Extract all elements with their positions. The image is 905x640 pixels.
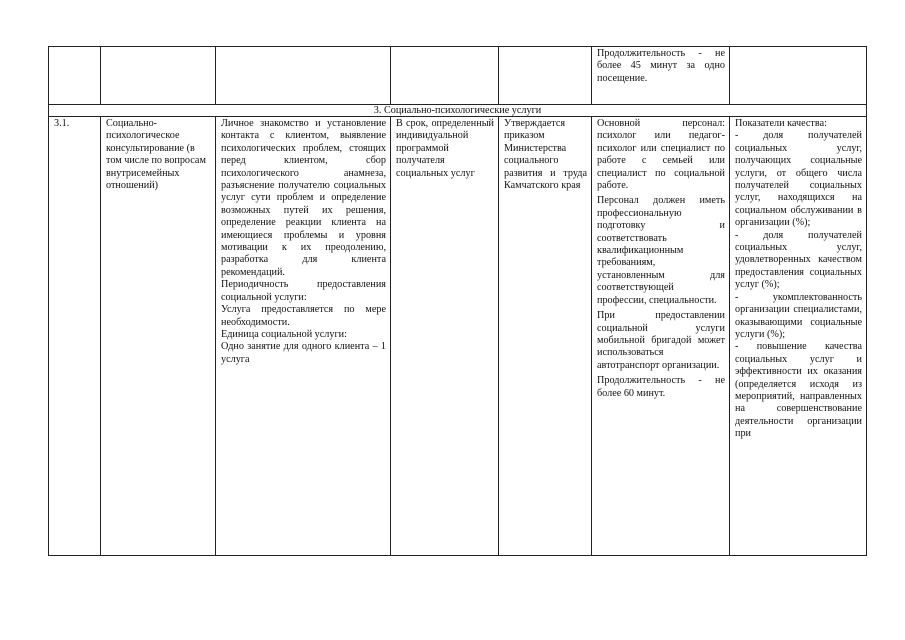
cell-name-empty [101, 47, 216, 105]
quality-indicator-2: - доля получателей социальных услуг, удовлетворенных качеством предоставления социальных услуг (%); [735, 229, 862, 291]
cell-term: В срок, определенный индивидуальной программой получателя социальных услуг [391, 117, 499, 556]
quality-indicator-4: - повышение качества социальных услуг и эффективности их оказания (определяется исходя из мероприятий, направленных на совершенствование деятельности организации при [735, 341, 862, 440]
unit-text: Одно занятие для одного клиента – 1 услуга [221, 341, 386, 365]
periodicity-text: Услуга предоставляется по мере необходимости. [221, 304, 386, 328]
table-row [49, 47, 867, 105]
quality-title: Показатели качества: [735, 118, 827, 129]
cell-term-empty [391, 47, 499, 105]
cell-quality-empty [730, 47, 867, 105]
table-row [49, 117, 867, 556]
cell-quality [730, 117, 867, 556]
cell-number: 3.1. [49, 117, 101, 556]
cell-tariff-empty [499, 47, 592, 105]
cell-service-content [216, 117, 391, 556]
personnel-mobile-team: При предоставлении социальной услуги мобильной бригадой может использоваться автотранспорт организации. [597, 310, 725, 371]
quality-indicator-1: - доля получателей социальных услуг, получающих социальные услуги, от общего числа получателей социальных услуг, находящихся на социальном обслуживании в организации (%); [735, 130, 862, 229]
unit-label: Единица социальной услуги: [221, 328, 347, 340]
cell-tariff: Утверждается приказом Министерства социального развития и труда Камчатского края [499, 117, 592, 556]
personnel-main: Основной персонал: психолог или педагог-психолог или специалист по работе с семьей или специалист по социальной работе. [597, 118, 725, 192]
cell-service-name: Социально-психологическое консультирование (в том числе по вопросам внутрисемейных отношений) [101, 117, 216, 556]
cell-number-empty [49, 47, 101, 105]
personnel-requirements: Персонал должен иметь профессиональную подготовку и соответствовать квалификационным требованиям, установленным для соответствующей профессии, специальности. [597, 195, 725, 306]
section-row [49, 105, 867, 117]
cell-personnel-duration: Продолжительность - не более 45 минут за одно посещение. [592, 47, 730, 105]
content-description: Личное знакомство и установление контакта с клиентом, выявление психологических проблем, стоящих перед клиентом, сбор психологического анамнеза, разъяснение получателю социальных услуг сути проблем и определение возможных путей их решения, определение реакции клиента на имеющиеся проблемы и уровня мотивации к их преодолению, разработка для клиента рекомендаций. [221, 118, 386, 278]
section-title: 3. Социально-психологические услуги [49, 105, 867, 117]
periodicity-label: Периодичность предоставления социальной услуги: [221, 279, 386, 303]
quality-indicator-3: - укомплектованность организации специалистами, оказывающими социальные услуги (%); [735, 291, 862, 340]
cell-personnel [592, 117, 730, 556]
cell-content-empty [216, 47, 391, 105]
personnel-duration: Продолжительность - не более 60 минут. [597, 375, 725, 399]
services-table [48, 46, 867, 556]
